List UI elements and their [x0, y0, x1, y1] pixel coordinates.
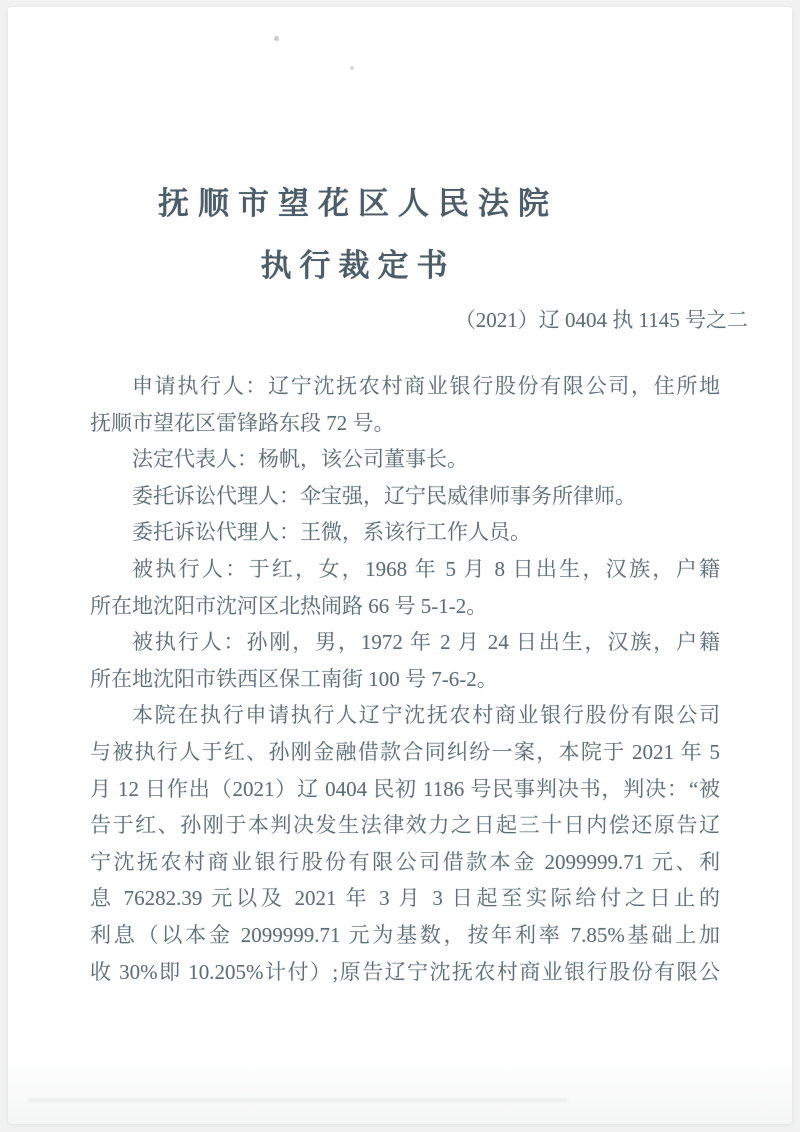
document-line: 本院在执行申请执行人辽宁沈抚农村商业银行股份有限公司: [132, 703, 720, 728]
document-body: [90, 368, 720, 990]
document-type-title: 执行裁定书: [260, 248, 456, 283]
document-line: 申请执行人：辽宁沈抚农村商业银行股份有限公司，住所地: [132, 374, 720, 398]
document-line: 告于红、孙刚于本判决发生法律效力之日起三十日内偿还原告辽: [90, 813, 720, 838]
document-line: 委托诉讼代理人：伞宝强，辽宁民威律师事务所律师。: [132, 483, 636, 508]
case-number: （2021）辽 0404 执 1145 号之二: [454, 308, 748, 332]
court-name-title: 抚顺市望花区人民法院: [158, 186, 558, 221]
scan-speck-icon: [350, 66, 354, 70]
document-line: 所在地沈阳市沈河区北热闹路 66 号 5-1-2。: [90, 593, 488, 618]
document-line: 利息（以本金 2099999.71 元为基数，按年利率 7.85%基础上加: [90, 922, 720, 947]
document-line: 与被执行人于红、孙刚金融借款合同纠纷一案，本院于 2021 年 5: [90, 739, 720, 764]
document-line: 委托诉讼代理人：王微，系该行工作人员。: [132, 520, 531, 545]
document-line: 收 30%即 10.205%计付）;原告辽宁沈抚农村商业银行股份有限公: [90, 959, 720, 984]
document-line: 被执行人：于红，女，1968 年 5 月 8 日出生，汉族，户籍: [132, 556, 720, 581]
document-line: 所在地沈阳市铁西区保工南街 100 号 7-6-2。: [90, 666, 498, 691]
document-line: 宁沈抚农村商业银行股份有限公司借款本金 2099999.71 元、利: [90, 849, 720, 874]
scan-artifact: [28, 1098, 568, 1102]
scan-speck-icon: [274, 36, 279, 41]
document-line: 月 12 日作出（2021）辽 0404 民初 1186 号民事判决书，判决：“被: [90, 776, 720, 801]
scan-shadow: [8, 1054, 792, 1124]
document-line: 抚顺市望花区雷锋路东段 72 号。: [90, 410, 395, 435]
document-line: 息 76282.39 元以及 2021 年 3 月 3 日起至实际给付之日止的: [90, 886, 720, 911]
document-line: 法定代表人：杨帆，该公司董事长。: [132, 447, 468, 472]
document-page: [8, 7, 792, 1124]
document-line: 被执行人：孙刚，男，1972 年 2 月 24 日出生，汉族，户籍: [132, 630, 720, 655]
